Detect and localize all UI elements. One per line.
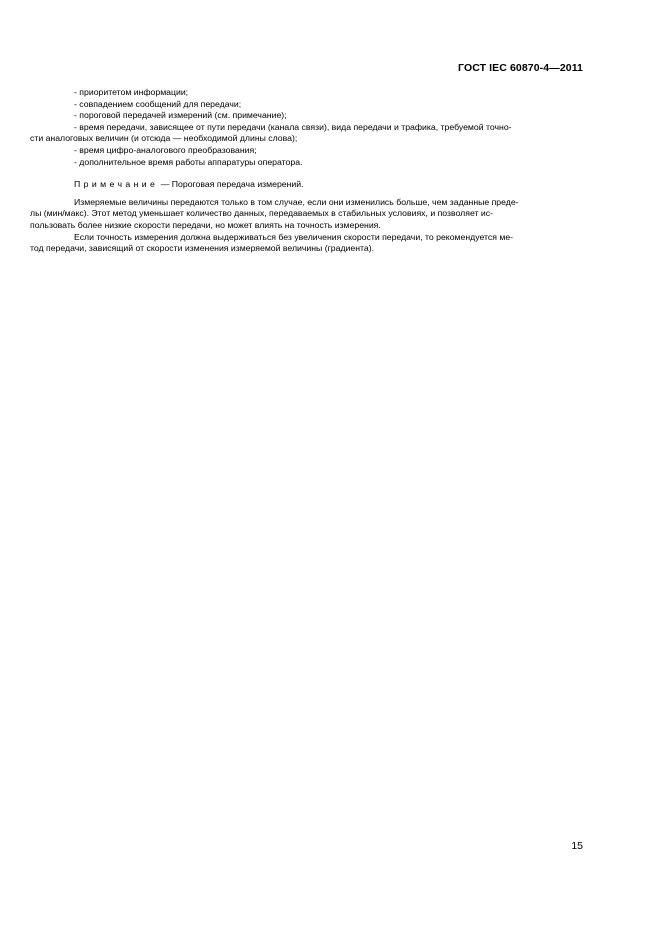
- paragraph-line: тод передачи, зависящий от скорости изменения измеряемой величины (градиента).: [30, 243, 375, 254]
- paragraph-line: Если точность измерения должна выдерживаться без увеличения скорости передачи, то рекомендуется ме-: [74, 231, 514, 242]
- list-item: - дополнительное время работы аппаратуры оператора.: [74, 156, 303, 167]
- list-item: - приоритетом информации;: [74, 87, 189, 97]
- list-item-continuation: сти аналоговых величин (и отсюда — необходимой длины слова);: [30, 133, 298, 144]
- page-number: 15: [571, 840, 583, 852]
- paragraph-line: лы (мин/макс). Этот метод уменьшает количество данных, передаваемых в стабильных условиях, и позволяет ис-: [30, 208, 493, 219]
- note: [74, 179, 583, 191]
- list-item: - пороговой передачей измерений (см. примечание);: [74, 110, 287, 121]
- note-label: Примечание: [74, 179, 159, 190]
- note-text: — Пороговая передача измерений.: [158, 179, 304, 190]
- paragraph-line: Измеряемые величины передаются только в том случае, если они изменились больше, чем заданные преде-: [74, 196, 519, 207]
- page-content: [30, 87, 583, 255]
- page-header-doc-id: ГОСТ IEC 60870-4—2011: [458, 62, 583, 74]
- list-item: - время цифро-аналогового преобразования;: [74, 144, 257, 155]
- list-item: - совпадением сообщений для передачи;: [74, 98, 242, 109]
- list-item: - время передачи, зависящее от пути передачи (канала связи), вида передачи и трафика, требуемой точно-: [74, 121, 512, 132]
- paragraph-line: пользовать более низкие скорости передачи, но может влиять на точность измерения.: [30, 219, 381, 230]
